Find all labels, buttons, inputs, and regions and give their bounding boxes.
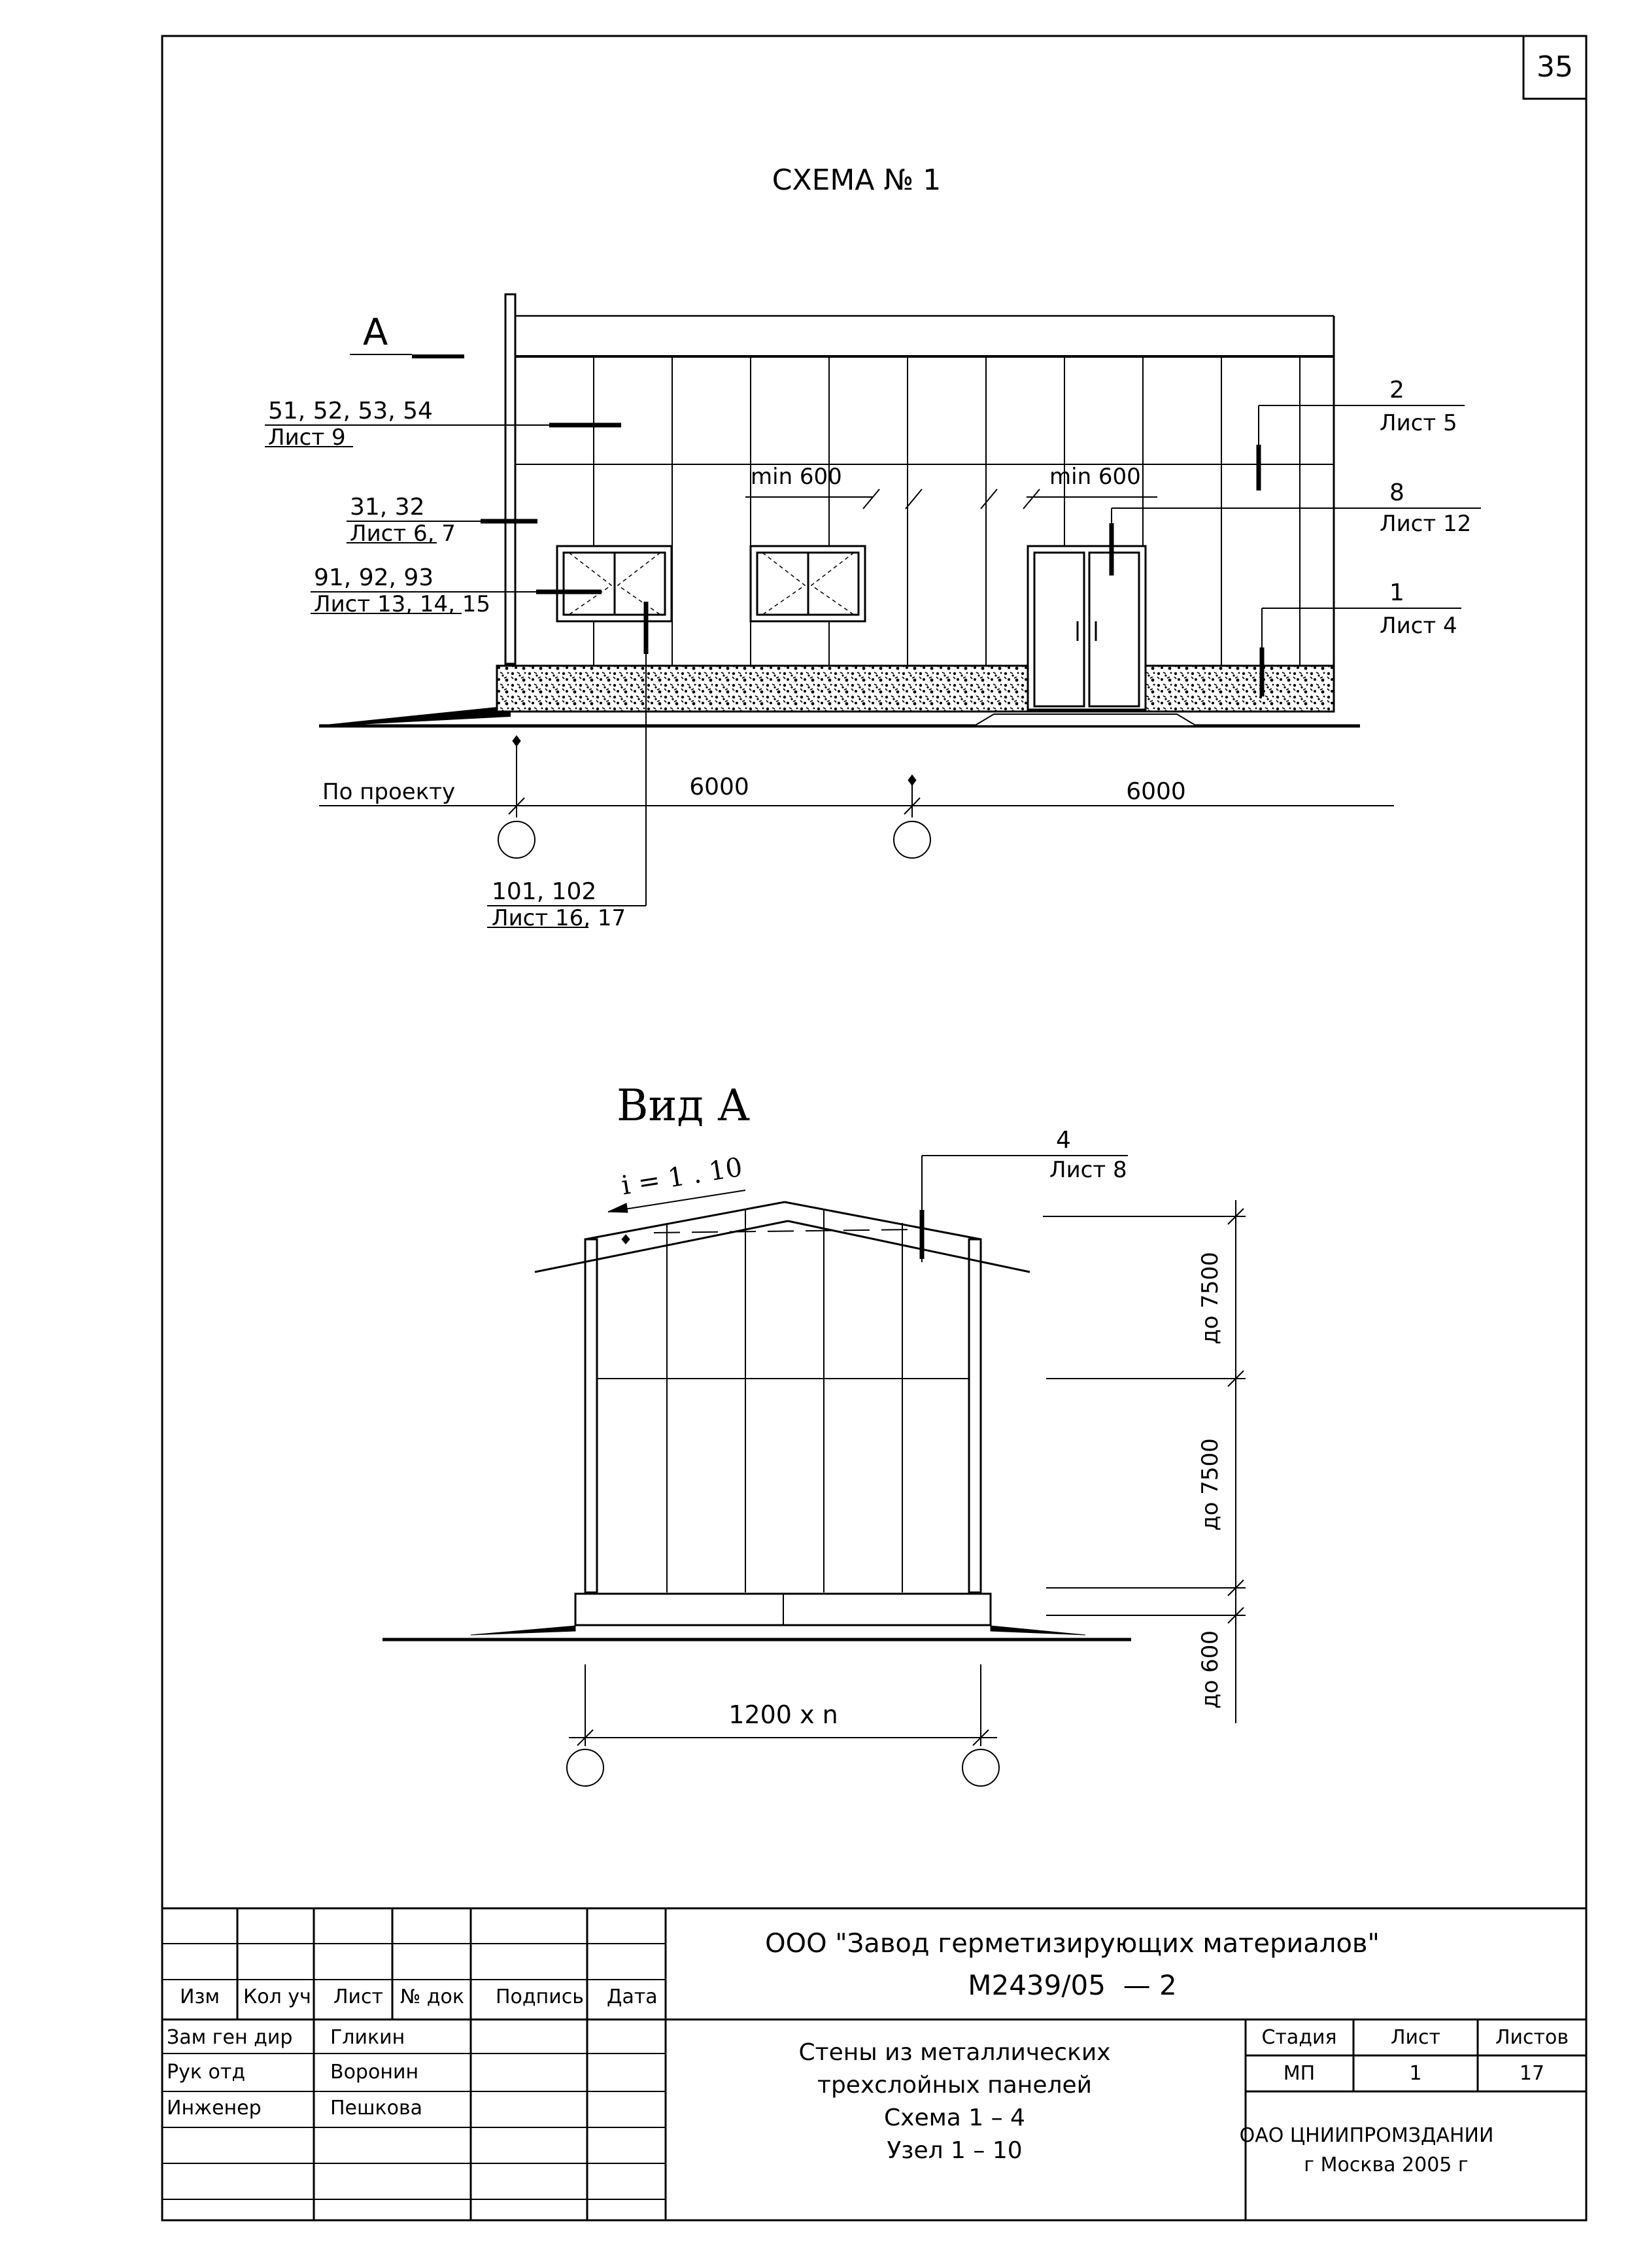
header-kol-uch: Кол уч	[243, 1985, 311, 2008]
callout-101-102-sheet: Лист 16, 17	[492, 905, 626, 931]
sheets-value: 17	[1519, 2062, 1545, 2085]
callout-51-54-sheet: Лист 9	[268, 424, 346, 451]
callout-51-54-nums: 51, 52, 53, 54	[268, 398, 433, 424]
dim-base: до 600	[1197, 1630, 1223, 1710]
slope-label: i = 1 . 10	[619, 1152, 745, 1201]
sheet-label: Лист	[1390, 2026, 1441, 2049]
sheet-value: 1	[1409, 2062, 1422, 2085]
company-name: ООО "Завод герметизирующих материалов"	[765, 1929, 1380, 1959]
sheet-frame	[162, 36, 1586, 2220]
span-dimension-1: 6000	[689, 774, 749, 800]
min-600-left: min 600	[751, 464, 842, 490]
ground-label: По проекту	[322, 779, 456, 805]
description-line-2: трехслойных панелей	[817, 2072, 1093, 2099]
view-a-section	[382, 1156, 1246, 1786]
dim-middle: до 7500	[1197, 1438, 1223, 1531]
header-date: Дата	[607, 1985, 658, 2008]
view-a-callout-4-sheet: Лист 8	[1049, 1157, 1127, 1183]
width-dimension: 1200 х n	[728, 1700, 838, 1729]
document-code: М2439/05 — 2	[968, 1969, 1177, 2001]
callout-8-sheet: Лист 12	[1380, 511, 1472, 537]
view-a-title: Вид А	[616, 1080, 751, 1131]
role-deputy-director: Зам ген дир	[167, 2026, 293, 2049]
description-line-4: Узел 1 – 10	[887, 2137, 1023, 2164]
name-peshkova: Пешкова	[330, 2097, 423, 2120]
callout-31-32-sheet: Лист 6, 7	[350, 521, 456, 547]
dim-upper: до 7500	[1197, 1252, 1223, 1345]
stage-value: МП	[1283, 2062, 1316, 2085]
header-doc-no: № док	[400, 1985, 464, 2008]
city-year: г Москва 2005 г	[1304, 2154, 1469, 2176]
description-line-3: Схема 1 – 4	[884, 2105, 1025, 2131]
callout-2-nums: 2	[1389, 377, 1404, 404]
callout-91-93-sheet: Лист 13, 14, 15	[314, 591, 490, 617]
header-signature: Подпись	[496, 1985, 584, 2008]
view-a-callout-4-nums: 4	[1056, 1127, 1071, 1154]
name-glikin: Гликин	[330, 2026, 405, 2049]
role-engineer: Инженер	[167, 2097, 262, 2120]
span-dimension-2: 6000	[1126, 778, 1186, 805]
role-dept-head: Рук отд	[167, 2061, 246, 2084]
view-marker-a: A	[363, 311, 388, 354]
name-voronin: Воронин	[330, 2061, 419, 2084]
header-izm: Изм	[180, 1985, 220, 2008]
sheets-label: Листов	[1495, 2026, 1569, 2049]
stage-label: Стадия	[1261, 2026, 1337, 2049]
callout-1-sheet: Лист 4	[1380, 613, 1457, 639]
header-list: Лист	[333, 1985, 384, 2008]
callout-101-102-nums: 101, 102	[492, 878, 597, 905]
callout-8-nums: 8	[1389, 479, 1404, 506]
min-600-right: min 600	[1049, 464, 1141, 490]
callout-31-32-nums: 31, 32	[350, 494, 425, 521]
callout-91-93-nums: 91, 92, 93	[314, 564, 434, 591]
organization: ОАО ЦНИИПРОМЗДАНИИ	[1239, 2124, 1494, 2147]
callout-2-sheet: Лист 5	[1380, 410, 1457, 436]
scheme-title: СХЕМА № 1	[772, 163, 942, 197]
callout-1-nums: 1	[1389, 579, 1404, 606]
description-line-1: Стены из металлических	[798, 2039, 1111, 2066]
page-number: 35	[1537, 50, 1573, 84]
